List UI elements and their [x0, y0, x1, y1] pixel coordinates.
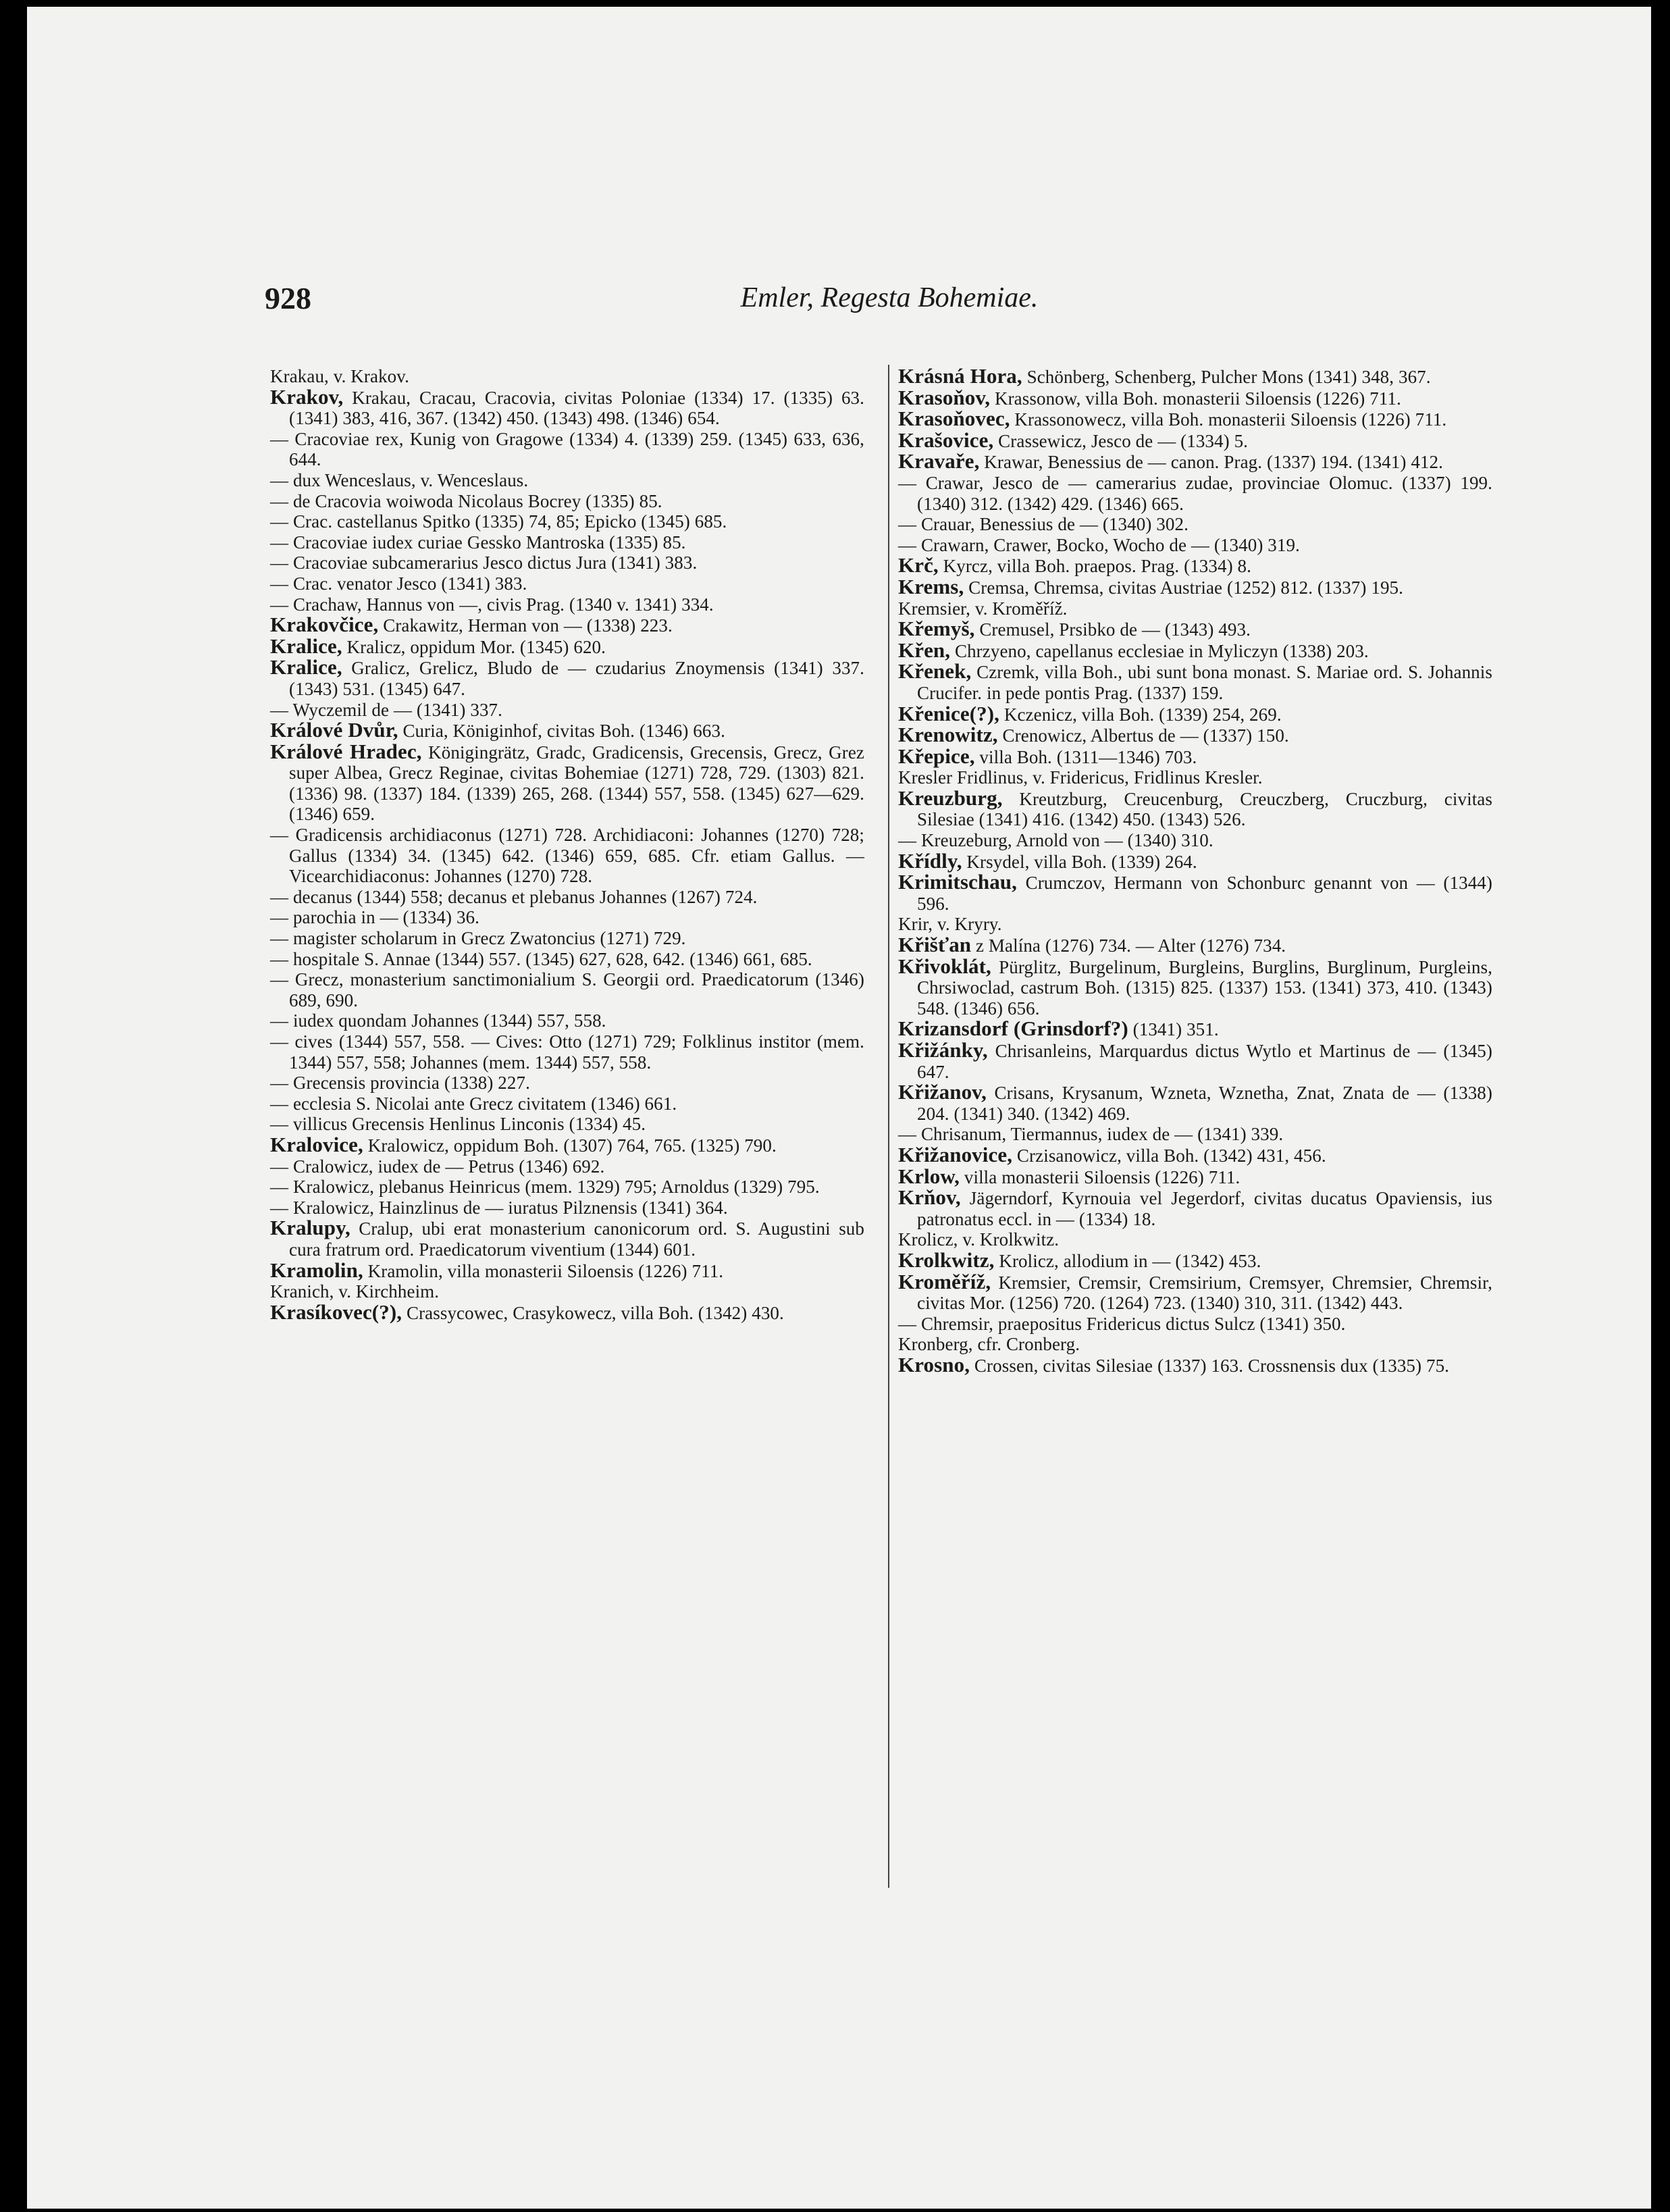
- entry-text: — Crawar, Jesco de — camerarius zudae, provinciae Olomuc. (1337) 199. (1340) 312. (1342) 429. (1346) 665.: [898, 472, 1492, 514]
- entry-headword: Křižanov,: [898, 1080, 987, 1104]
- index-entry: [270, 1031, 864, 1073]
- entry-headword: Krč,: [898, 553, 939, 577]
- entry-headword: Krlow,: [898, 1164, 960, 1188]
- index-entry: [898, 848, 1492, 873]
- entry-headword: Křenice(?),: [898, 701, 999, 725]
- entry-text: — dux Wenceslaus, v. Wenceslaus.: [270, 469, 529, 490]
- index-entry: [898, 872, 1492, 914]
- entry-text: Kyrcz, villa Boh. praepos. Prag. (1334) 8.: [938, 556, 1251, 577]
- entry-headword: Kralupy,: [270, 1216, 350, 1240]
- index-entry: [270, 700, 864, 721]
- entry-text: — iudex quondam Johannes (1344) 557, 558.: [270, 1010, 606, 1031]
- index-entry: [270, 928, 864, 949]
- entry-text: Crenowicz, Albertus de — (1337) 150.: [997, 725, 1289, 746]
- index-entry: [270, 907, 864, 928]
- entry-text: Königingrätz, Gradc, Gradicensis, Grecensis, Grecz, Grez super Albea, Grecz Reginae, civitas Bohemiae (1271) 728, 729. (1303) 821. (1336) 98. (1337) 184. (1339) 265, 268. (1344) 557, 558. (1345) 627—629. (1346) 659.: [289, 742, 864, 825]
- entry-headword: Kroměříž,: [898, 1269, 991, 1293]
- index-entry: [898, 574, 1492, 598]
- index-entry: [898, 366, 1492, 388]
- index-entry: [270, 429, 864, 470]
- entry-headword: Krimitschau,: [898, 870, 1017, 894]
- entry-text: Cremsa, Chremsa, civitas Austriae (1252) 812. (1337) 195.: [964, 577, 1403, 598]
- entry-text: — villicus Grecensis Henlinus Linconis (1334) 45.: [270, 1114, 646, 1135]
- entry-text: Jägerndorf, Kyrnouia vel Jegerdorf, civitas ducatus Opaviensis, ius patronatus eccl. in — (1334) 18.: [917, 1188, 1492, 1229]
- index-entry: [898, 1334, 1492, 1355]
- entry-text: Kresler Fridlinus, v. Fridericus, Fridlinus Kresler.: [898, 767, 1263, 788]
- entry-text: — Crac. venator Jesco (1341) 383.: [270, 573, 527, 594]
- entry-headword: Krňov,: [898, 1185, 961, 1210]
- index-entry: [270, 1302, 864, 1324]
- entry-text: Krsydel, villa Boh. (1339) 264.: [962, 851, 1197, 872]
- entry-text: — Chremsir, praepositus Fridericus dictus Sulcz (1341) 350.: [898, 1313, 1346, 1334]
- entry-headword: Křídly,: [898, 848, 962, 873]
- index-entry: [270, 532, 864, 553]
- index-entry: [270, 887, 864, 908]
- entry-text: Chrzyeno, capellanus ecclesiae in Myliczyn (1338) 203.: [950, 640, 1369, 661]
- entry-text: Curia, Königinhof, civitas Boh. (1346) 663.: [398, 721, 725, 742]
- entry-text: Czremk, villa Boh., ubi sunt bona monast. S. Mariae ord. S. Johannis Crucifer. in pede pontis Prag. (1337) 159.: [917, 662, 1492, 703]
- index-entry: [898, 535, 1492, 556]
- index-entry: [898, 385, 1492, 409]
- index-entry: [270, 1010, 864, 1031]
- index-entry: [270, 969, 864, 1010]
- index-entry: [270, 1132, 864, 1156]
- entry-text: Krir, v. Kryry.: [898, 914, 1002, 935]
- entry-headword: Krems,: [898, 574, 964, 598]
- entry-text: — Crawarn, Crawer, Bocko, Wocho de — (1340) 319.: [898, 534, 1300, 555]
- index-entry: [898, 1124, 1492, 1145]
- entry-text: (1341) 351.: [1128, 1019, 1219, 1040]
- entry-headword: Krolkwitz,: [898, 1248, 995, 1272]
- entry-headword: Krizansdorf (Grinsdorf?): [898, 1017, 1128, 1041]
- index-entry: [270, 739, 864, 825]
- entry-headword: Krakov,: [270, 384, 344, 409]
- entry-text: Krolicz, v. Krolkwitz.: [898, 1229, 1060, 1250]
- entry-headword: Kralice,: [270, 655, 342, 679]
- index-entry: [270, 1281, 864, 1302]
- entry-text: — Kralowicz, plebanus Heinricus (mem. 1329) 795; Arnoldus (1329) 795.: [270, 1177, 820, 1198]
- page-header: [265, 280, 1514, 328]
- index-entry: [898, 514, 1492, 535]
- index-entry: [898, 767, 1492, 788]
- entry-headword: Králové Dvůr,: [270, 718, 398, 742]
- index-entry: [270, 384, 864, 429]
- entry-text: — Chrisanum, Tiermannus, iudex de — (1341) 339.: [898, 1124, 1284, 1145]
- left-column: [270, 366, 864, 1323]
- entry-headword: Krasoňov,: [898, 385, 991, 409]
- entry-text: — parochia in — (1334) 36.: [270, 907, 480, 928]
- entry-text: Pürglitz, Burgelinum, Burgleins, Burglins, Burglinum, Purgleins, Chrsiwoclad, castrum Boh. (1315) 825. (1337) 153. (1341) 373, 410. (1343) 548. (1346) 656.: [917, 956, 1492, 1019]
- entry-text: Crisans, Krysanum, Wzneta, Wznetha, Znat, Znata de — (1338) 204. (1341) 340. (1342) 469.: [917, 1083, 1492, 1124]
- index-entry: [898, 1166, 1492, 1188]
- index-entry: [898, 1040, 1492, 1082]
- index-entry: [270, 511, 864, 532]
- entry-text: Kralicz, oppidum Mor. (1345) 620.: [342, 636, 606, 657]
- entry-text: — Kreuzeburg, Arnold von — (1340) 310.: [898, 830, 1214, 851]
- index-entry: [898, 409, 1492, 430]
- entry-headword: Křen,: [898, 638, 951, 662]
- running-title: Emler, Regesta Bohemiae.: [740, 282, 1039, 313]
- entry-headword: Křemyš,: [898, 617, 975, 641]
- entry-headword: Krenowitz,: [898, 723, 998, 747]
- entry-text: Kralowicz, oppidum Boh. (1307) 764, 765. (1325) 790.: [363, 1135, 777, 1156]
- entry-text: Cremusel, Prsibko de — (1343) 493.: [974, 619, 1251, 640]
- index-entry: [898, 746, 1492, 768]
- entry-text: — de Cracovia woiwoda Nicolaus Bocrey (1335) 85.: [270, 490, 662, 511]
- index-entry: [898, 956, 1492, 1019]
- index-entry: [270, 1198, 864, 1218]
- index-entry: [898, 598, 1492, 619]
- index-entry: [898, 1142, 1492, 1166]
- entry-headword: Křišťan: [898, 933, 972, 957]
- entry-text: — Cralowicz, iudex de — Petrus (1346) 692.: [270, 1156, 605, 1177]
- index-entry: [898, 430, 1492, 452]
- entry-text: Crakawitz, Herman von — (1338) 223.: [378, 615, 673, 636]
- entry-text: — Cracoviae rex, Kunig von Gragowe (1334) 4. (1339) 259. (1345) 633, 636, 644.: [270, 428, 864, 470]
- entry-text: Kczenicz, villa Boh. (1339) 254, 269.: [999, 704, 1282, 725]
- document-page: [27, 7, 1651, 2209]
- index-entry: [270, 636, 864, 658]
- index-entry: [898, 725, 1492, 746]
- entry-text: — hospitale S. Annae (1344) 557. (1345) 627, 628, 642. (1346) 661, 685.: [270, 948, 812, 969]
- index-entry: [270, 1260, 864, 1282]
- entry-text: Kremsier, v. Kroměříž.: [898, 598, 1068, 619]
- entry-text: Schönberg, Schenberg, Pulcher Mons (1341) 348, 367.: [1022, 367, 1431, 387]
- entry-headword: Křižanovice,: [898, 1142, 1013, 1166]
- index-entry: [898, 914, 1492, 935]
- entry-text: — Wyczemil de — (1341) 337.: [270, 699, 502, 720]
- index-entry: [270, 594, 864, 615]
- entry-text: Krawar, Benessius de — canon. Prag. (1337) 194. (1341) 412.: [979, 452, 1443, 473]
- index-entry: [898, 451, 1492, 473]
- entry-headword: Kramolin,: [270, 1258, 363, 1282]
- entry-headword: Krásná Hora,: [898, 364, 1022, 388]
- entry-headword: Křivoklát,: [898, 954, 991, 978]
- index-entry: [898, 1229, 1492, 1250]
- entry-text: — Crachaw, Hannus von —, civis Prag. (1340 v. 1341) 334.: [270, 594, 714, 615]
- index-entry: [898, 1314, 1492, 1335]
- entry-text: — Grecensis provincia (1338) 227.: [270, 1073, 530, 1094]
- column-divider: [888, 365, 889, 1888]
- entry-text: Kreutzburg, Creucenburg, Creuczberg, Cruczburg, civitas Silesiae (1341) 416. (1342) 450. (1343) 526.: [917, 788, 1492, 830]
- index-entry: [270, 1073, 864, 1094]
- entry-text: Chrisanleins, Marquardus dictus Wytlo et Martinus de — (1345) 647.: [917, 1041, 1492, 1082]
- entry-text: villa monasterii Siloensis (1226) 711.: [960, 1166, 1241, 1187]
- index-entry: [270, 720, 864, 742]
- index-entry: [898, 1082, 1492, 1124]
- index-entry: [898, 1250, 1492, 1272]
- index-entry: [270, 1156, 864, 1177]
- entry-headword: Krasíkovec(?),: [270, 1300, 402, 1324]
- entry-text: Krassonowecz, villa Boh. monasterii Siloensis (1226) 711.: [1010, 409, 1447, 430]
- entry-text: Crzisanowicz, villa Boh. (1342) 431, 456.: [1012, 1145, 1326, 1166]
- entry-text: — cives (1344) 557, 558. — Cives: Otto (1271) 729; Folklinus institor (mem. 1344) 557, 558; Johannes (mem. 1344) 557, 558.: [270, 1031, 864, 1073]
- page-number: 928: [265, 281, 311, 315]
- index-entry: [898, 1019, 1492, 1040]
- index-entry: [898, 661, 1492, 703]
- entry-text: Krolicz, allodium in — (1342) 453.: [994, 1250, 1261, 1271]
- entry-text: — Gradicensis archidiaconus (1271) 728. Archidiaconi: Johannes (1270) 728; Gallus (1334) 34. (1345) 642. (1346) 659, 685. Cfr. etiam Gallus. — Vicearchidiaconus: Johannes (1270) 728.: [270, 825, 864, 887]
- index-entry: [270, 552, 864, 573]
- index-entry: [270, 1094, 864, 1114]
- entry-headword: Kralice,: [270, 634, 342, 658]
- index-entry: [270, 949, 864, 970]
- entry-headword: Kralovice,: [270, 1132, 363, 1156]
- index-entry: [898, 830, 1492, 851]
- entry-text: Crumczov, Hermann von Schonburc genannt von — (1344) 596.: [917, 873, 1492, 914]
- index-entry: [898, 473, 1492, 514]
- entry-text: Gralicz, Grelicz, Bludo de — czudarius Znoymensis (1341) 337. (1343) 531. (1345) 647.: [289, 658, 864, 699]
- index-entry: [270, 657, 864, 699]
- entry-text: Kronberg, cfr. Cronberg.: [898, 1334, 1080, 1355]
- entry-text: — Cracoviae iudex curiae Gessko Mantroska (1335) 85.: [270, 532, 686, 552]
- entry-text: z Malína (1276) 734. — Alter (1276) 734.: [971, 935, 1286, 956]
- entry-text: Crassewicz, Jesco de — (1334) 5.: [993, 430, 1249, 451]
- index-entry: [270, 1218, 864, 1260]
- entry-text: — magister scholarum in Grecz Zwatoncius (1271) 729.: [270, 928, 686, 949]
- index-entry: [898, 619, 1492, 640]
- index-entry: [898, 1187, 1492, 1229]
- entry-headword: Králové Hradec,: [270, 739, 422, 763]
- entry-text: — ecclesia S. Nicolai ante Grecz civitatem (1346) 661.: [270, 1093, 677, 1114]
- entry-headword: Krosno,: [898, 1352, 970, 1377]
- entry-text: Cralup, ubi erat monasterium canonicorum ord. S. Augustini sub cura fratrum ord. Praedicatorum viventium (1344) 601.: [289, 1218, 864, 1260]
- entry-headword: Křenek,: [898, 659, 972, 684]
- entry-text: Kranich, v. Kirchheim.: [270, 1281, 440, 1302]
- index-entry: [898, 555, 1492, 577]
- entry-text: — Crac. castellanus Spitko (1335) 74, 85; Epicko (1345) 685.: [270, 511, 727, 532]
- index-entry: [270, 1114, 864, 1135]
- entry-headword: Kreuzburg,: [898, 786, 1003, 810]
- entry-text: Kramolin, villa monasterii Siloensis (1226) 711.: [363, 1260, 724, 1281]
- index-entry: [270, 825, 864, 887]
- entry-text: Krassonow, villa Boh. monasterii Siloensis (1226) 711.: [990, 388, 1401, 409]
- entry-text: — decanus (1344) 558; decanus et plebanus Johannes (1267) 724.: [270, 886, 758, 907]
- index-entry: [270, 615, 864, 636]
- entry-text: Crassycowec, Crasykowecz, villa Boh. (1342) 430.: [402, 1302, 784, 1323]
- entry-text: — Grecz, monasterium sanctimonialium S. Georgii ord. Praedicatorum (1346) 689, 690.: [270, 969, 864, 1010]
- index-entry: [898, 1352, 1492, 1377]
- index-entry: [270, 573, 864, 594]
- entry-text: — Cracoviae subcamerarius Jesco dictus Jura (1341) 383.: [270, 552, 698, 573]
- entry-headword: Kravaře,: [898, 449, 980, 473]
- index-entry: [270, 1177, 864, 1198]
- entry-text: Krakau, Cracau, Cracovia, civitas Poloniae (1334) 17. (1335) 63. (1341) 383, 416, 367. (1342) 450. (1343) 498. (1346) 654.: [289, 387, 864, 429]
- index-entry: [898, 935, 1492, 956]
- right-column: [898, 366, 1492, 1377]
- index-entry: [898, 788, 1492, 830]
- index-entry: [270, 491, 864, 512]
- entry-text: Kremsier, Cremsir, Cremsirium, Cremsyer, Chremsier, Chremsir, civitas Mor. (1256) 720. (1264) 723. (1340) 310, 311. (1342) 443.: [917, 1272, 1492, 1314]
- entry-headword: Krasoňovec,: [898, 407, 1010, 431]
- entry-headword: Křepice,: [898, 744, 975, 768]
- index-entry: [270, 470, 864, 491]
- entry-text: Crossen, civitas Silesiae (1337) 163. Crossnensis dux (1335) 75.: [970, 1355, 1450, 1376]
- entry-headword: Křižánky,: [898, 1038, 988, 1062]
- entry-headword: Krakovčice,: [270, 613, 379, 637]
- index-entry: [270, 366, 864, 387]
- entry-text: — Crauar, Benessius de — (1340) 302.: [898, 514, 1189, 535]
- entry-text: Krakau, v. Krakov.: [270, 366, 409, 386]
- entry-text: villa Boh. (1311—1346) 703.: [974, 746, 1197, 767]
- entry-text: — Kralowicz, Hainzlinus de — iuratus Pilznensis (1341) 364.: [270, 1197, 728, 1218]
- index-entry: [898, 640, 1492, 662]
- index-entry: [898, 701, 1492, 725]
- entry-headword: Krašovice,: [898, 428, 994, 452]
- index-entry: [898, 1269, 1492, 1314]
